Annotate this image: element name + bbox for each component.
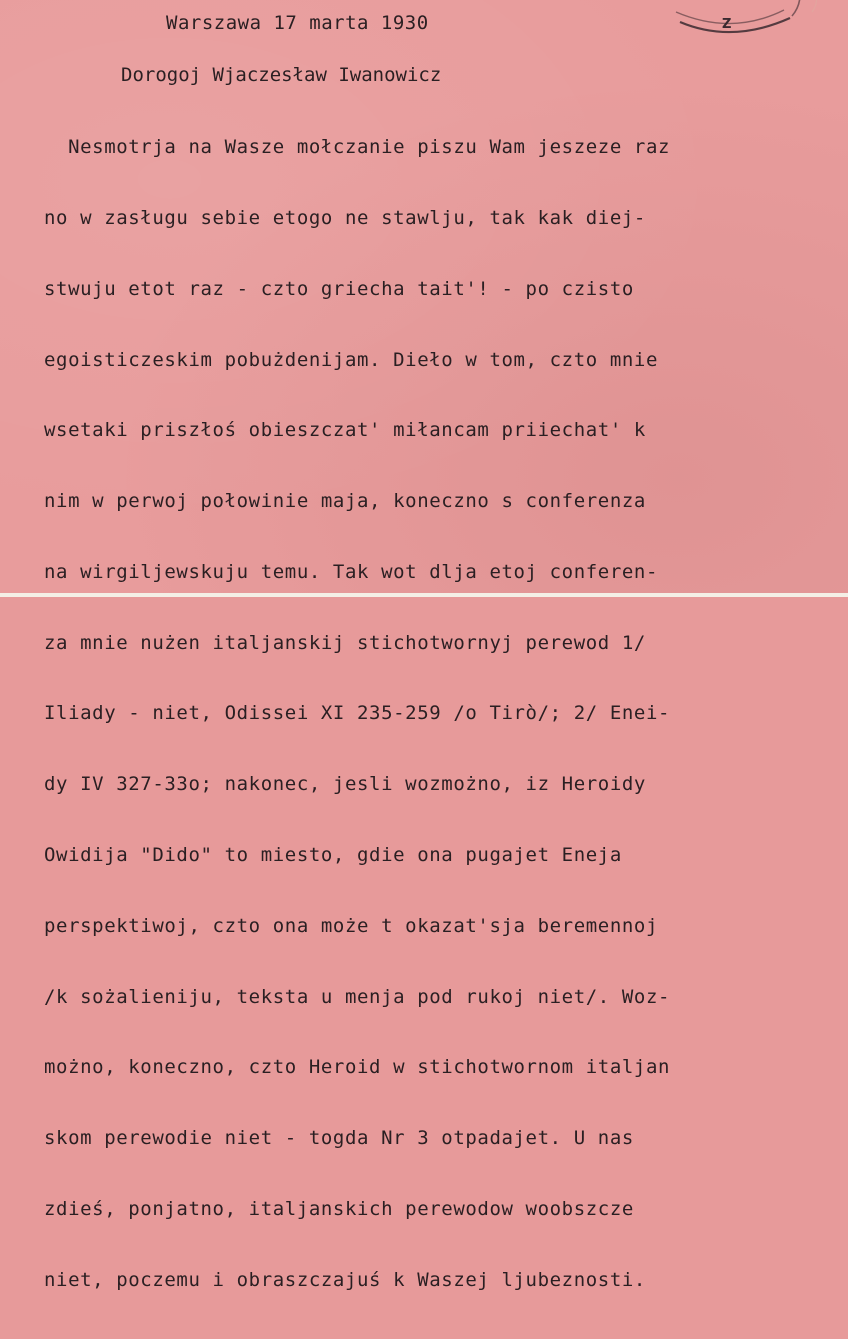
letter-line: Iliady - niet, Odissei XI 235-259 /o Tirò/; 2/ Enei- xyxy=(44,702,671,725)
letter-line: /k sożalieniju, teksta u menja pod rukoj niet/. Woz- xyxy=(44,985,671,1008)
letter-line: Nesmotrja na Wasze mołczanie piszu Wam jeszeze raz xyxy=(44,136,671,159)
postmark-mark: Z xyxy=(722,17,732,32)
letter-line: nim w perwoj połowinie maja, koneczno s conferenza xyxy=(44,490,646,513)
letter-line: dy IV 327-33o; nakonec, jesli wozmożno, iz Heroidy xyxy=(44,773,646,796)
letter-line: zdieś, ponjatno, italjanskich perewodow woobszcze xyxy=(44,1197,634,1220)
letter-line: na wirgiljewskuju temu. Tak wot dlja etoj conferen- xyxy=(44,560,658,583)
letter-date: Warszawa 17 marta 1930 xyxy=(166,12,429,34)
letter-line: Owidija "Dido" to miesto, gdie ona pugajet Eneja xyxy=(44,844,622,866)
card-edge xyxy=(0,593,848,597)
letter-line: za mnie nużen italjanskij stichotwornyj perewod 1/ xyxy=(44,631,646,654)
letter-salutation: Dorogoj Wjaczesław Iwanowicz xyxy=(121,64,442,86)
letter-line: perspektiwoj, czto ona może t okazat'sja beremennoj xyxy=(44,914,658,937)
letter-line: wsetaki priszłoś obieszczat' miłancam priiechat' k xyxy=(44,419,646,442)
postmark-stamp xyxy=(672,0,822,46)
letter-line: niet, poczemu i obraszczajuś k Waszej ljubeznosti. xyxy=(44,1268,646,1291)
letter-line: skom perewodie niet - togda Nr 3 otpadajet. U nas xyxy=(44,1127,634,1150)
letter-line: egoisticzeskim pobużdenijam. Dieło w tom, czto mnie xyxy=(44,348,658,371)
letter-line: stwuju etot raz - czto griecha tait'! - po czisto xyxy=(44,277,634,300)
letter-line: no w zasługu sebie etogo ne stawlju, tak kak diej- xyxy=(44,206,646,229)
letter-line: możno, koneczno, czto Heroid w stichotwornom italjan xyxy=(44,1056,671,1079)
letter-body xyxy=(44,89,844,1339)
